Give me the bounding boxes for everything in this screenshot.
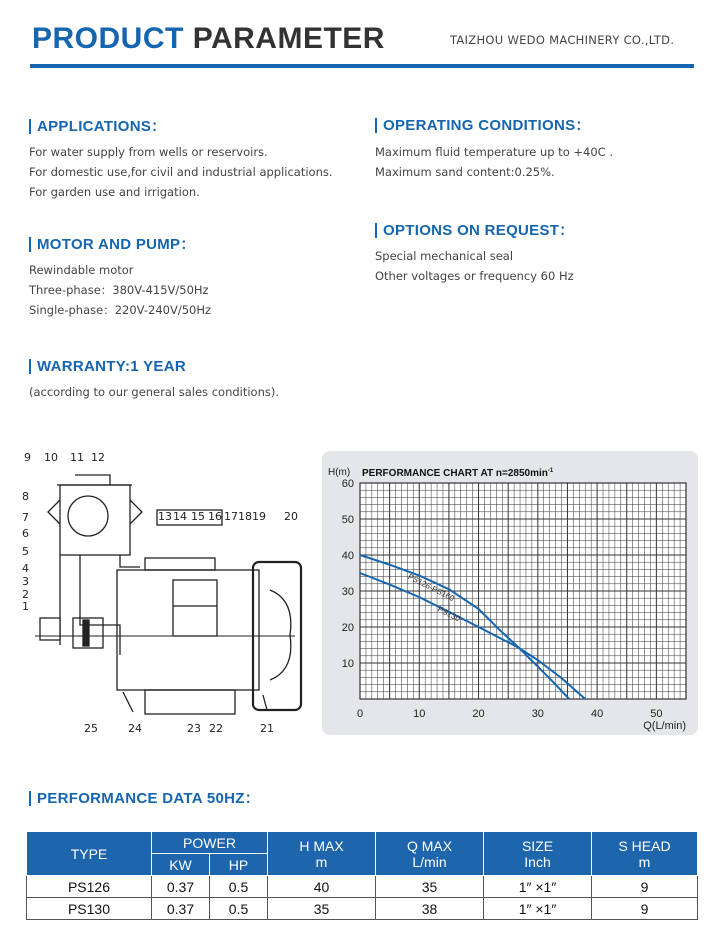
text-line: Rewindable motor <box>29 263 134 277</box>
x-tick-label: 0 <box>356 708 364 720</box>
table-row <box>27 876 698 898</box>
company-name: TAIZHOU WEDO MACHINERY CO.,LTD. <box>450 33 675 47</box>
table-cell: 1″ ×1″ <box>484 876 592 898</box>
y-axis-label: H(m) <box>328 467 351 478</box>
part-number-label: 24 <box>128 722 142 735</box>
table-cell: 9 <box>592 898 698 920</box>
x-tick-label: 10 <box>413 708 426 720</box>
col-kw: KW <box>152 854 210 876</box>
text-line: (according to our general sales conditions). <box>29 385 280 399</box>
part-number-label: 16 <box>208 510 222 523</box>
operating-section <box>375 118 613 182</box>
text-line: Other voltages or frequency 60 Hz <box>375 269 574 283</box>
col-shead: S HEAD m <box>592 832 698 876</box>
part-number-label: 14 <box>173 510 187 523</box>
part-number-label: 23 <box>187 722 201 735</box>
col-power: POWER <box>152 832 268 854</box>
y-tick-label: 40 <box>341 550 354 562</box>
table-cell: 0.5 <box>210 898 268 920</box>
table-cell: PS130 <box>27 898 152 920</box>
part-number-label: 7 <box>22 511 29 524</box>
part-number-label: 1 <box>22 600 29 613</box>
text-line: For garden use and irrigation. <box>29 185 200 199</box>
part-number-label: 25 <box>84 722 98 735</box>
part-number-label: 5 <box>22 545 29 558</box>
series-label: PS130 <box>436 604 462 624</box>
table-cell: 0.37 <box>152 898 210 920</box>
table-cell: 1″ ×1″ <box>484 898 592 920</box>
part-number-label: 10 <box>44 451 58 464</box>
text-line: Single-phase：220V-240V/50Hz <box>29 303 212 317</box>
col-type: TYPE <box>27 832 152 876</box>
part-number-label: 9 <box>24 451 31 464</box>
section-heading: OPERATING CONDITIONS： <box>375 118 613 133</box>
table-cell: 0.5 <box>210 876 268 898</box>
options-section <box>375 223 575 286</box>
section-heading: OPTIONS ON REQUEST： <box>375 223 575 238</box>
table-cell: 35 <box>268 898 376 920</box>
part-number-label: 4 <box>22 562 29 575</box>
performance-chart <box>322 451 698 735</box>
part-number-label: 3 <box>22 575 29 588</box>
part-number-label: 21 <box>260 722 274 735</box>
header-divider <box>30 64 694 68</box>
text-line: For water supply from wells or reservoirs. <box>29 145 268 159</box>
table-cell: PS126 <box>27 876 152 898</box>
part-number-label: 12 <box>91 451 105 464</box>
table-cell: 35 <box>376 876 484 898</box>
col-qmax: Q MAX L/min <box>376 832 484 876</box>
part-number-label: 15 <box>191 510 205 523</box>
y-tick-label: 10 <box>341 658 354 670</box>
series-label: PS126-PS160 <box>406 572 456 604</box>
performance-heading: PERFORMANCE DATA 50HZ： <box>29 791 260 806</box>
warranty-section <box>29 359 279 402</box>
table-row <box>27 898 698 920</box>
motor-section <box>29 237 211 320</box>
page-title: PRODUCT PARAMETER <box>32 22 385 55</box>
y-tick-label: 60 <box>341 478 354 490</box>
part-number-label: 2 <box>22 588 29 601</box>
col-hp: HP <box>210 854 268 876</box>
table-cell: 0.37 <box>152 876 210 898</box>
x-tick-label: 20 <box>472 708 485 720</box>
table-cell: 38 <box>376 898 484 920</box>
part-number-label: 22 <box>209 722 223 735</box>
y-tick-label: 20 <box>341 622 354 634</box>
x-tick-label: 40 <box>590 708 604 720</box>
text-line: Special mechanical seal <box>375 249 514 263</box>
section-heading: APPLICATIONS： <box>29 119 333 134</box>
x-tick-label: 50 <box>650 708 663 720</box>
part-number-label: 13 <box>158 510 172 523</box>
applications-section <box>29 119 333 202</box>
section-heading: MOTOR AND PUMP： <box>29 237 211 252</box>
text-line: Maximum fluid temperature up to +40C . <box>375 145 613 159</box>
text-line: Three-phase：380V-415V/50Hz <box>29 283 209 297</box>
part-number-label: 11 <box>70 451 84 464</box>
chart-title: PERFORMANCE CHART AT $n=2850\min^{-1}$ <box>362 468 554 479</box>
part-number-label: 6 <box>22 527 29 540</box>
part-number-label: 20 <box>284 510 298 523</box>
part-number-label: 8 <box>22 490 29 503</box>
table-cell: 40 <box>268 876 376 898</box>
text-line: Maximum sand content:0.25%. <box>375 165 555 179</box>
section-heading: WARRANTY:1 YEAR <box>29 359 279 374</box>
y-tick-label: 50 <box>341 514 354 526</box>
part-number-label: 17 <box>224 510 238 523</box>
text-line: For domestic use,for civil and industrial applications. <box>29 165 333 179</box>
part-number-label: 19 <box>252 510 266 523</box>
part-number-label: 18 <box>238 510 252 523</box>
performance-table <box>26 831 698 920</box>
col-hmax: H MAX m <box>268 832 376 876</box>
col-size: SIZE Inch <box>484 832 592 876</box>
x-axis-label: Q(L/min) <box>643 720 686 732</box>
pump-cross-section-diagram <box>15 440 315 740</box>
table-cell: 9 <box>592 876 698 898</box>
x-tick-label: 30 <box>531 708 544 720</box>
y-tick-label: 30 <box>341 586 354 598</box>
